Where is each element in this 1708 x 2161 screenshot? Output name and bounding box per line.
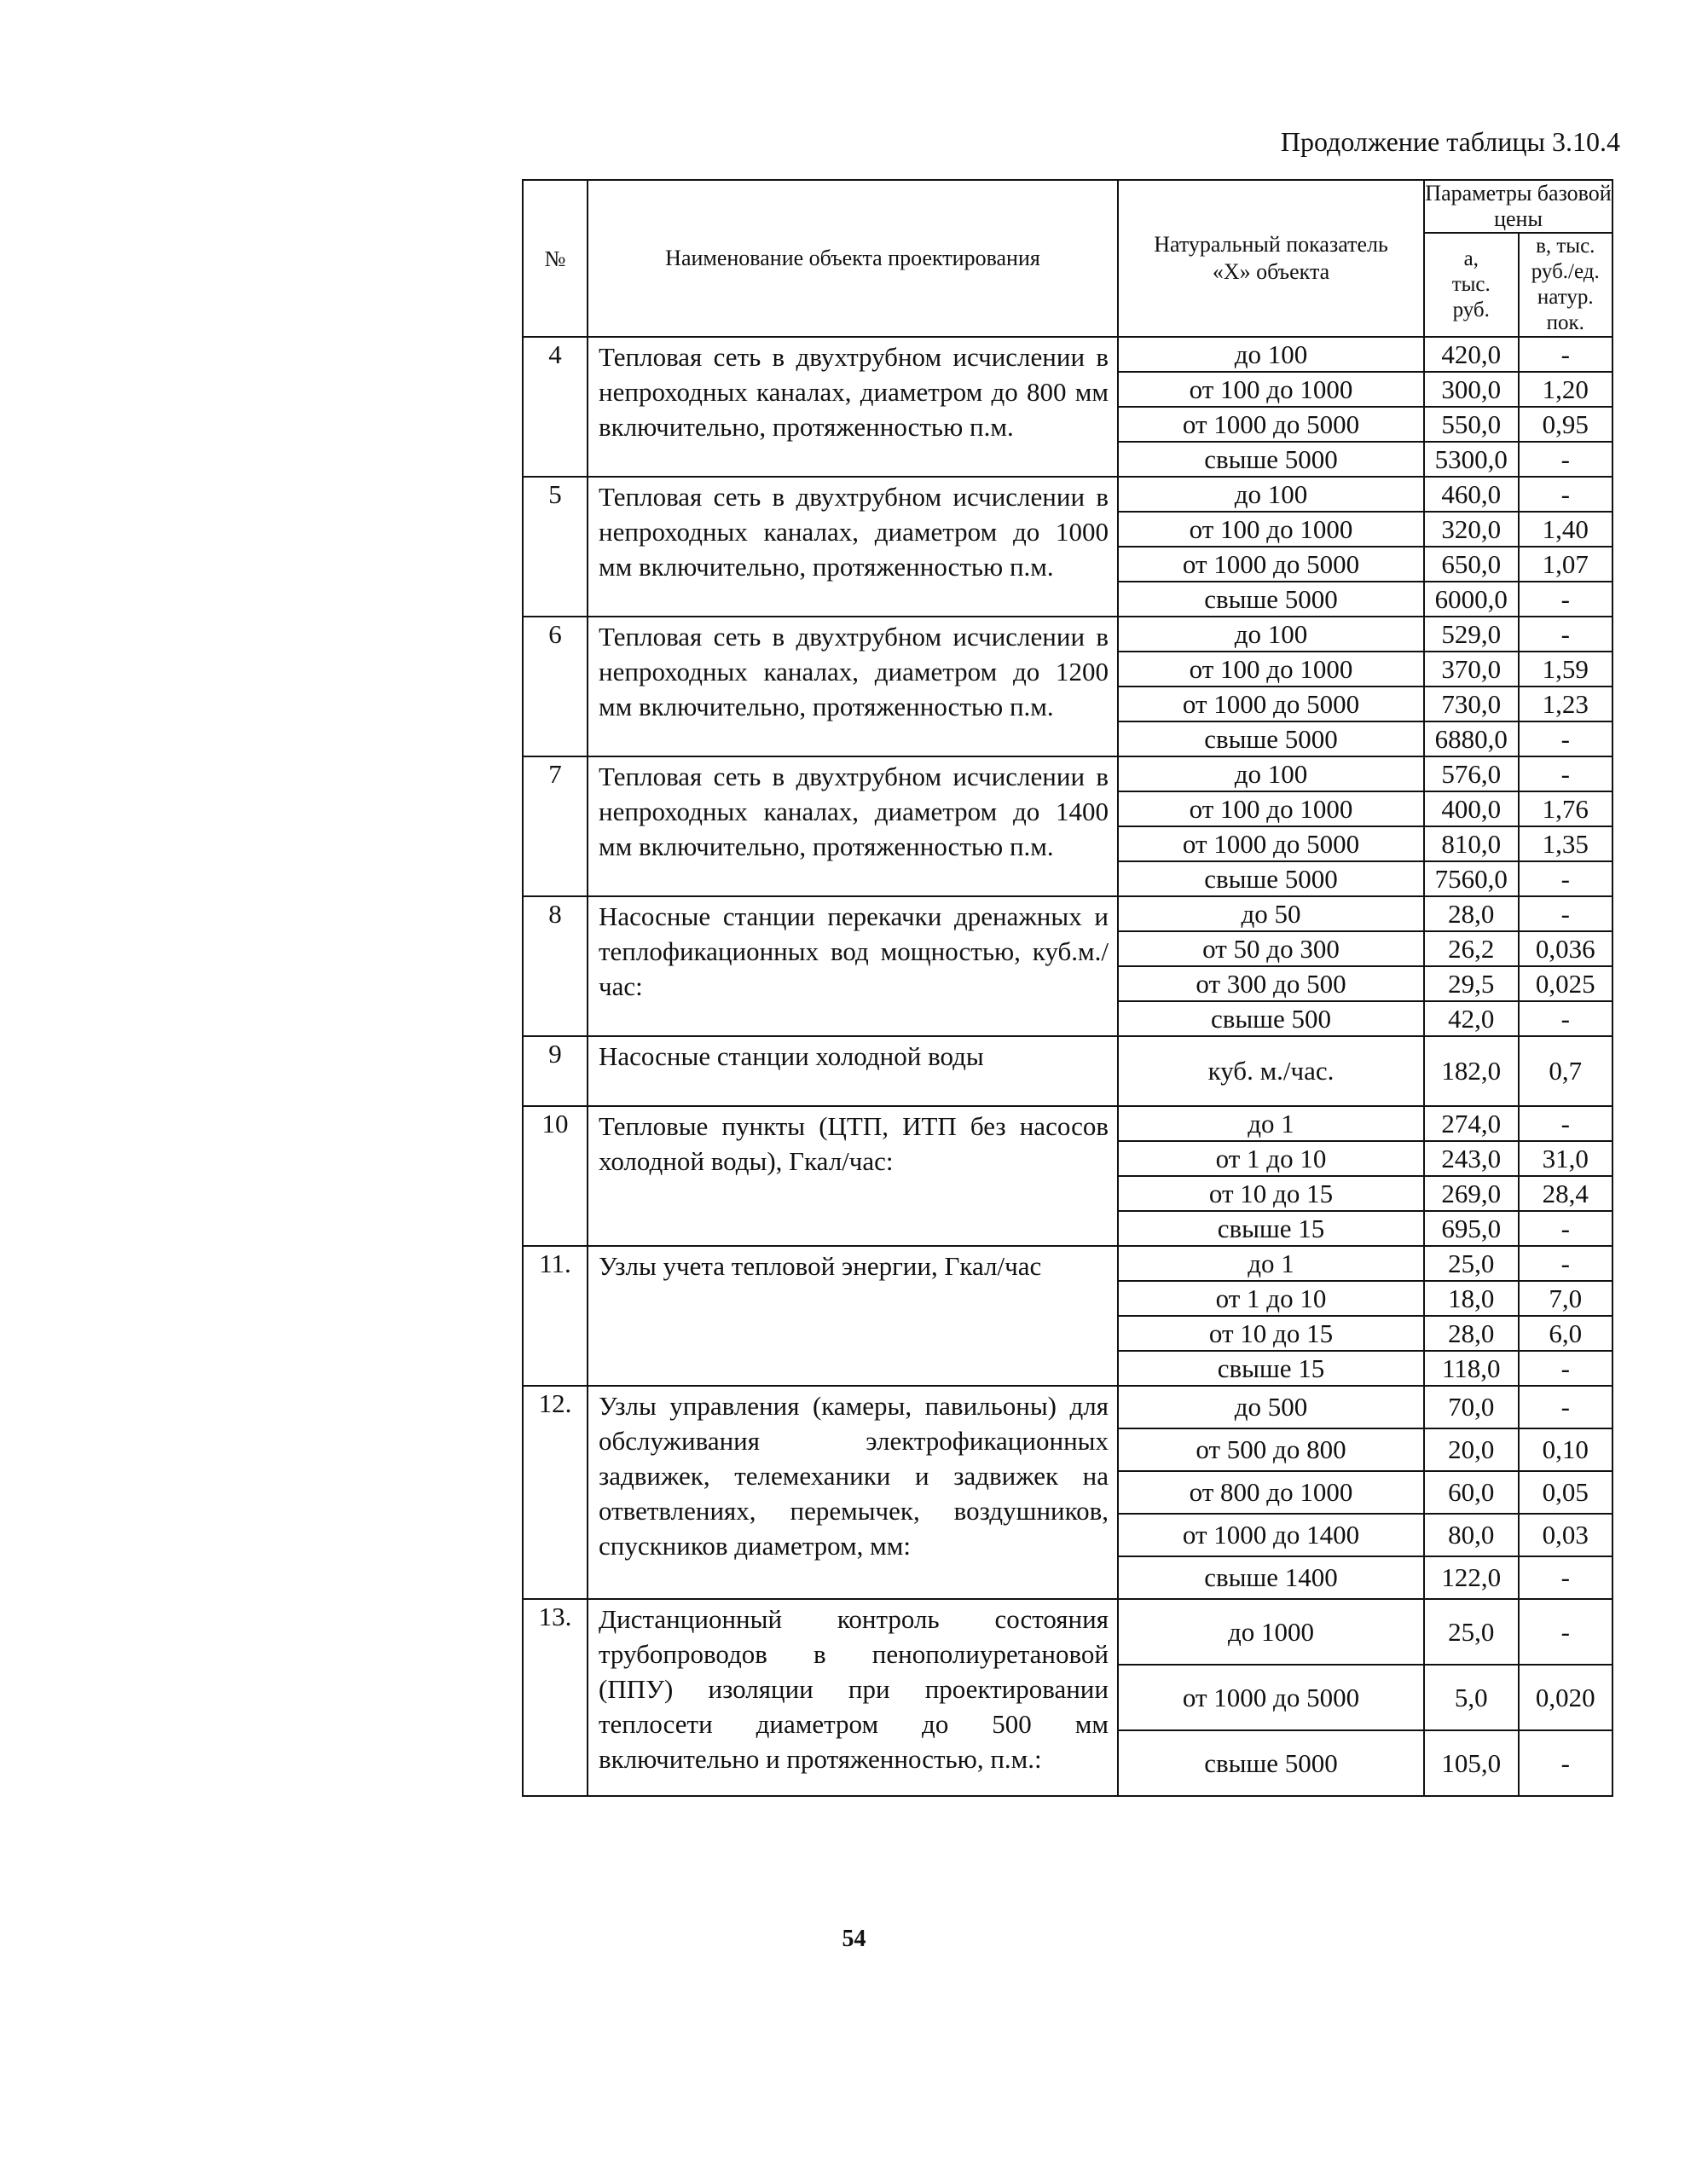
indicator-range: от 1000 до 5000 bbox=[1118, 407, 1424, 442]
param-b-value: 1,23 bbox=[1519, 687, 1613, 721]
param-b-value: - bbox=[1519, 1351, 1613, 1386]
param-a-value: 7560,0 bbox=[1424, 861, 1519, 896]
param-a-value: 42,0 bbox=[1424, 1001, 1519, 1036]
indicator-range: свыше 1400 bbox=[1118, 1556, 1424, 1599]
table-body bbox=[523, 337, 1612, 1796]
row-number: 5 bbox=[523, 477, 588, 617]
object-name: Тепловая сеть в двухтрубном исчислении в непроходных каналах, диаметром до 1000 мм включительно, протяженностью п.м. bbox=[588, 477, 1118, 617]
header-price-params: Параметры базовой цены bbox=[1425, 181, 1612, 231]
param-a-value: 70,0 bbox=[1424, 1386, 1519, 1428]
table-row bbox=[523, 1246, 1612, 1281]
param-a-value: 60,0 bbox=[1424, 1471, 1519, 1514]
row-number: 11. bbox=[523, 1246, 588, 1386]
param-b-value: - bbox=[1519, 1599, 1613, 1665]
row-number: 13. bbox=[523, 1599, 588, 1796]
indicator-range: от 1000 до 5000 bbox=[1118, 826, 1424, 861]
param-a-value: 650,0 bbox=[1424, 547, 1519, 582]
header-object-name: Наименование объекта проектирования bbox=[588, 180, 1118, 337]
param-b-value: 0,020 bbox=[1519, 1665, 1613, 1730]
indicator-range: от 300 до 500 bbox=[1118, 966, 1424, 1001]
param-b-value: - bbox=[1519, 861, 1613, 896]
indicator-range: от 1 до 10 bbox=[1118, 1141, 1424, 1176]
param-b-value: 6,0 bbox=[1519, 1316, 1613, 1351]
indicator-range: до 1 bbox=[1118, 1106, 1424, 1141]
param-a-value: 274,0 bbox=[1424, 1106, 1519, 1141]
param-a-value: 529,0 bbox=[1424, 617, 1519, 652]
param-a-value: 118,0 bbox=[1424, 1351, 1519, 1386]
param-b-value: 0,95 bbox=[1519, 407, 1613, 442]
param-a-value: 29,5 bbox=[1424, 966, 1519, 1001]
param-a-value: 420,0 bbox=[1424, 337, 1519, 372]
row-number: 12. bbox=[523, 1386, 588, 1599]
object-name: Дистанционный контроль состояния трубопроводов в пенополиуретановой (ППУ) изоляции при проектировании теплосети диаметром до 500 мм включительно и протяженностью, п.м.: bbox=[588, 1599, 1118, 1796]
param-b-value: 1,40 bbox=[1519, 512, 1613, 547]
param-b-value: - bbox=[1519, 1730, 1613, 1796]
row-number: 7 bbox=[523, 756, 588, 896]
table-row bbox=[523, 1599, 1612, 1665]
param-b-value: - bbox=[1519, 1246, 1613, 1281]
table-row bbox=[523, 477, 1612, 512]
param-a-value: 320,0 bbox=[1424, 512, 1519, 547]
param-b-value: 0,036 bbox=[1519, 931, 1613, 966]
header-param-a: а, тыс. руб. bbox=[1424, 233, 1519, 337]
param-a-value: 5300,0 bbox=[1424, 442, 1519, 477]
row-number: 6 bbox=[523, 617, 588, 756]
indicator-range: до 1 bbox=[1118, 1246, 1424, 1281]
param-a-value: 6880,0 bbox=[1424, 721, 1519, 756]
param-b-value: 1,20 bbox=[1519, 372, 1613, 407]
row-number: 10 bbox=[523, 1106, 588, 1246]
param-a-value: 5,0 bbox=[1424, 1665, 1519, 1730]
indicator-range: от 10 до 15 bbox=[1118, 1176, 1424, 1211]
object-name: Узлы управления (камеры, павильоны) для обслуживания электрофикационных задвижек, телемеханики и задвижек на ответвлениях, перемычек, воздушников, спускников диаметром, мм: bbox=[588, 1386, 1118, 1599]
param-b-value: 0,05 bbox=[1519, 1471, 1613, 1514]
indicator-range: до 100 bbox=[1118, 337, 1424, 372]
param-a-value: 182,0 bbox=[1424, 1036, 1519, 1106]
indicator-range: от 100 до 1000 bbox=[1118, 652, 1424, 687]
param-b-value: - bbox=[1519, 1106, 1613, 1141]
object-name: Тепловая сеть в двухтрубном исчислении в непроходных каналах, диаметром до 800 мм включительно, протяженностью п.м. bbox=[588, 337, 1118, 477]
param-b-value: - bbox=[1519, 442, 1613, 477]
row-number: 8 bbox=[523, 896, 588, 1036]
param-a-value: 6000,0 bbox=[1424, 582, 1519, 617]
indicator-range: свыше 15 bbox=[1118, 1211, 1424, 1246]
param-b-value: - bbox=[1519, 1001, 1613, 1036]
table-caption: Продолжение таблицы 3.10.4 bbox=[1280, 126, 1620, 157]
table-header bbox=[523, 180, 1612, 337]
param-b-value: - bbox=[1519, 1556, 1613, 1599]
table-row bbox=[523, 1106, 1612, 1141]
param-a-value: 576,0 bbox=[1424, 756, 1519, 791]
param-a-value: 695,0 bbox=[1424, 1211, 1519, 1246]
param-b-value: 7,0 bbox=[1519, 1281, 1613, 1316]
indicator-range: от 800 до 1000 bbox=[1118, 1471, 1424, 1514]
object-name: Тепловая сеть в двухтрубном исчислении в непроходных каналах, диаметром до 1200 мм включительно, протяженностью п.м. bbox=[588, 617, 1118, 756]
param-a-value: 28,0 bbox=[1424, 896, 1519, 931]
table-row bbox=[523, 1386, 1612, 1428]
param-a-value: 269,0 bbox=[1424, 1176, 1519, 1211]
indicator-range: от 1 до 10 bbox=[1118, 1281, 1424, 1316]
param-b-value: - bbox=[1519, 756, 1613, 791]
indicator-range: до 1000 bbox=[1118, 1599, 1424, 1665]
indicator-range: от 100 до 1000 bbox=[1118, 372, 1424, 407]
indicator-range: от 1000 до 5000 bbox=[1118, 547, 1424, 582]
indicator-range: до 100 bbox=[1118, 617, 1424, 652]
param-b-value: - bbox=[1519, 721, 1613, 756]
table-row bbox=[523, 1036, 1612, 1106]
param-b-value: - bbox=[1519, 477, 1613, 512]
param-b-value: 1,35 bbox=[1519, 826, 1613, 861]
param-a-value: 810,0 bbox=[1424, 826, 1519, 861]
param-b-value: 0,025 bbox=[1519, 966, 1613, 1001]
indicator-range: от 10 до 15 bbox=[1118, 1316, 1424, 1351]
indicator-range: от 1000 до 1400 bbox=[1118, 1514, 1424, 1556]
param-b-value: - bbox=[1519, 337, 1613, 372]
indicator-range: до 500 bbox=[1118, 1386, 1424, 1428]
param-a-value: 80,0 bbox=[1424, 1514, 1519, 1556]
row-number: 9 bbox=[523, 1036, 588, 1106]
param-a-value: 25,0 bbox=[1424, 1246, 1519, 1281]
indicator-range: до 50 bbox=[1118, 896, 1424, 931]
indicator-range: куб. м./час. bbox=[1118, 1036, 1424, 1106]
header-number: № bbox=[523, 180, 588, 337]
param-b-value: 31,0 bbox=[1519, 1141, 1613, 1176]
row-number: 4 bbox=[523, 337, 588, 477]
indicator-range: от 1000 до 5000 bbox=[1118, 1665, 1424, 1730]
param-a-value: 122,0 bbox=[1424, 1556, 1519, 1599]
header-indicator: Натуральный показатель «Х» объекта bbox=[1118, 180, 1424, 337]
param-a-value: 400,0 bbox=[1424, 791, 1519, 826]
table-row bbox=[523, 617, 1612, 652]
price-table bbox=[522, 179, 1613, 1797]
indicator-range: от 100 до 1000 bbox=[1118, 512, 1424, 547]
indicator-range: свыше 5000 bbox=[1118, 721, 1424, 756]
param-a-value: 28,0 bbox=[1424, 1316, 1519, 1351]
indicator-range: свыше 5000 bbox=[1118, 1730, 1424, 1796]
param-b-value: 0,03 bbox=[1519, 1514, 1613, 1556]
indicator-range: свыше 5000 bbox=[1118, 861, 1424, 896]
param-a-value: 20,0 bbox=[1424, 1428, 1519, 1471]
indicator-range: до 100 bbox=[1118, 756, 1424, 791]
param-a-value: 105,0 bbox=[1424, 1730, 1519, 1796]
object-name: Насосные станции перекачки дренажных и теплофикационных вод мощностью, куб.м./час: bbox=[588, 896, 1118, 1036]
param-b-value: - bbox=[1519, 1386, 1613, 1428]
indicator-range: от 1000 до 5000 bbox=[1118, 687, 1424, 721]
indicator-range: свыше 500 bbox=[1118, 1001, 1424, 1036]
param-b-value: 1,76 bbox=[1519, 791, 1613, 826]
param-a-value: 370,0 bbox=[1424, 652, 1519, 687]
page-number: 54 bbox=[842, 1926, 866, 1952]
indicator-range: от 500 до 800 bbox=[1118, 1428, 1424, 1471]
indicator-range: свыше 5000 bbox=[1118, 442, 1424, 477]
object-name: Насосные станции холодной воды bbox=[588, 1036, 1118, 1106]
indicator-range: от 50 до 300 bbox=[1118, 931, 1424, 966]
table-row bbox=[523, 756, 1612, 791]
param-a-value: 550,0 bbox=[1424, 407, 1519, 442]
param-a-value: 300,0 bbox=[1424, 372, 1519, 407]
param-b-value: 1,07 bbox=[1519, 547, 1613, 582]
param-b-value: 1,59 bbox=[1519, 652, 1613, 687]
param-b-value: - bbox=[1519, 582, 1613, 617]
param-b-value: - bbox=[1519, 617, 1613, 652]
param-a-value: 460,0 bbox=[1424, 477, 1519, 512]
param-b-value: 0,10 bbox=[1519, 1428, 1613, 1471]
param-a-value: 730,0 bbox=[1424, 687, 1519, 721]
param-a-value: 26,2 bbox=[1424, 931, 1519, 966]
object-name: Тепловые пункты (ЦТП, ИТП без насосов холодной воды), Гкал/час: bbox=[588, 1106, 1118, 1246]
param-a-value: 243,0 bbox=[1424, 1141, 1519, 1176]
indicator-range: от 100 до 1000 bbox=[1118, 791, 1424, 826]
object-name: Узлы учета тепловой энергии, Гкал/час bbox=[588, 1246, 1118, 1386]
param-a-value: 18,0 bbox=[1424, 1281, 1519, 1316]
header-param-b: в, тыс. руб./ед. натур. пок. bbox=[1519, 233, 1613, 337]
indicator-range: свыше 15 bbox=[1118, 1351, 1424, 1386]
param-b-value: 0,7 bbox=[1519, 1036, 1613, 1106]
indicator-range: свыше 5000 bbox=[1118, 582, 1424, 617]
indicator-range: до 100 bbox=[1118, 477, 1424, 512]
param-b-value: 28,4 bbox=[1519, 1176, 1613, 1211]
table-row bbox=[523, 896, 1612, 931]
param-a-value: 25,0 bbox=[1424, 1599, 1519, 1665]
param-b-value: - bbox=[1519, 896, 1613, 931]
table-row bbox=[523, 337, 1612, 372]
object-name: Тепловая сеть в двухтрубном исчислении в непроходных каналах, диаметром до 1400 мм включительно, протяженностью п.м. bbox=[588, 756, 1118, 896]
param-b-value: - bbox=[1519, 1211, 1613, 1246]
